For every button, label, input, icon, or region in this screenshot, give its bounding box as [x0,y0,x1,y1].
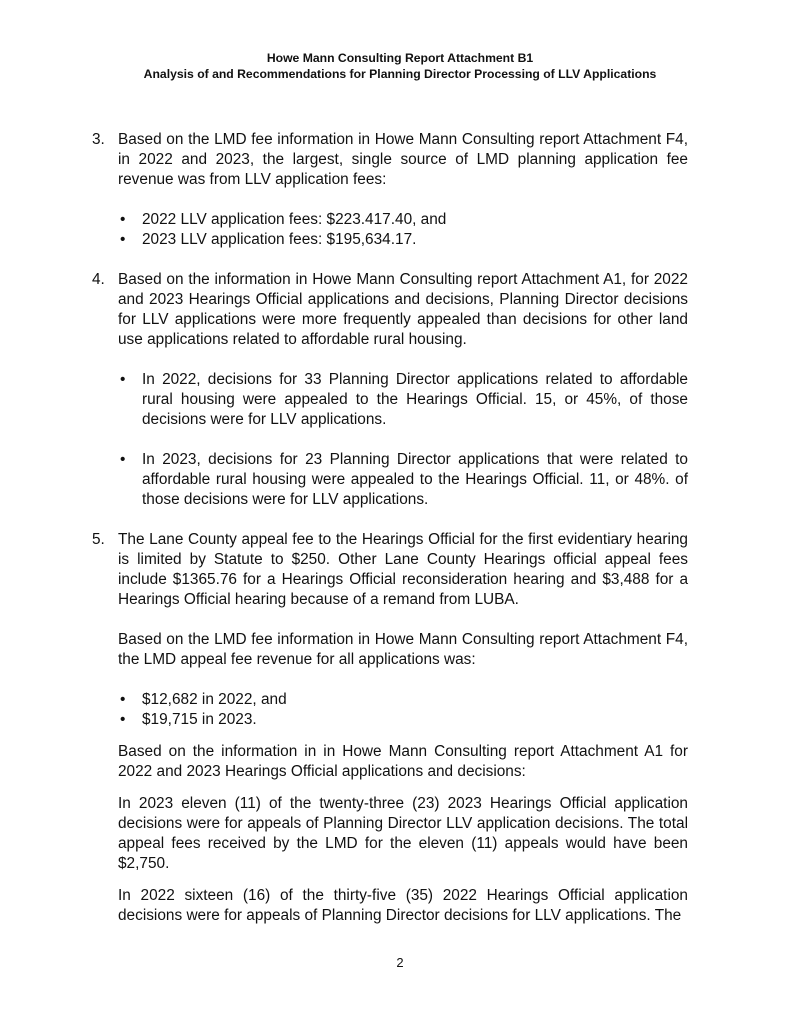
bullet-item: • $19,715 in 2023. [120,711,257,728]
item-text: Based on the LMD fee information in Howe Mann Consulting report Attachment F4, in 2022 and 2023, the largest, single source of LMD planning application fee revenue was from LLV application fees: [118,131,688,188]
bullet-item: • 2022 LLV application fees: $223.417.40, and [120,211,447,228]
paragraph: In 2022 sixteen (16) of the thirty-five (35) 2022 Hearings Official application decisions were for appeals of Planning Director decisions for LLV applications. The [118,887,688,924]
header-title: Howe Mann Consulting Report Attachment B1 [266,51,534,65]
paragraph: Based on the LMD fee information in Howe Mann Consulting report Attachment F4, the LMD appeal fee revenue for all applications was: [118,631,688,668]
page-number: 2 [396,955,404,970]
item-number: 5. [92,531,105,548]
bullet-list [118,210,688,250]
item-text: Based on the information in Howe Mann Consulting report Attachment A1, for 2022 and 2023 Hearings Official applications and decisions, Planning Director decisions for LLV applications were more frequently appealed than decisions for other land use applications related to affordable rural housing. [118,271,688,348]
list-item-3 [92,130,688,250]
bullet-item: • 2023 LLV application fees: $195,634.17. [120,231,417,248]
item-number: 3. [92,131,105,148]
list-item-4 [92,270,688,510]
bullet-icon: • [120,691,126,708]
paragraph: Based on the information in in Howe Mann Consulting report Attachment A1 for 2022 and 2023 Hearings Official applications and decisions: [118,743,688,780]
document-header [0,50,800,82]
bullet-item: • In 2022, decisions for 33 Planning Director applications related to affordable rural housing were appealed to the Hearings Official. 15, or 45%, of those decisions were for LLV applications. [120,371,688,428]
bullet-item: • $12,682 in 2022, and [120,691,287,708]
header-subtitle: Analysis of and Recommendations for Planning Director Processing of LLV Applications [143,67,657,81]
bullet-icon: • [120,371,126,388]
bullet-item: • In 2023, decisions for 23 Planning Director applications that were related to affordable rural housing were appealed to the Hearings Official. 11, or 48%. of those decisions were for LLV applications. [120,451,688,508]
bullet-icon: • [120,451,126,468]
bullet-icon: • [120,711,126,728]
item-number: 4. [92,271,105,288]
list-item-5 [92,530,688,926]
bullet-list [118,370,688,510]
bullet-icon: • [120,231,126,248]
item-text: The Lane County appeal fee to the Hearings Official for the first evidentiary hearing is limited by Statute to $250. Other Lane County Hearings official appeal fees include $1365.76 for a Hearings Official reconsideration hearing and $3,488 for a Hearings Official hearing because of a remand from LUBA. [118,531,688,608]
bullet-icon: • [120,211,126,228]
bullet-list [118,690,688,730]
document-body [92,130,688,926]
paragraph: In 2023 eleven (11) of the twenty-three (23) 2023 Hearings Official application decisions were for appeals of Planning Director LLV application decisions. The total appeal fees received by the LMD for the eleven (11) appeals would have been $2,750. [118,795,688,872]
